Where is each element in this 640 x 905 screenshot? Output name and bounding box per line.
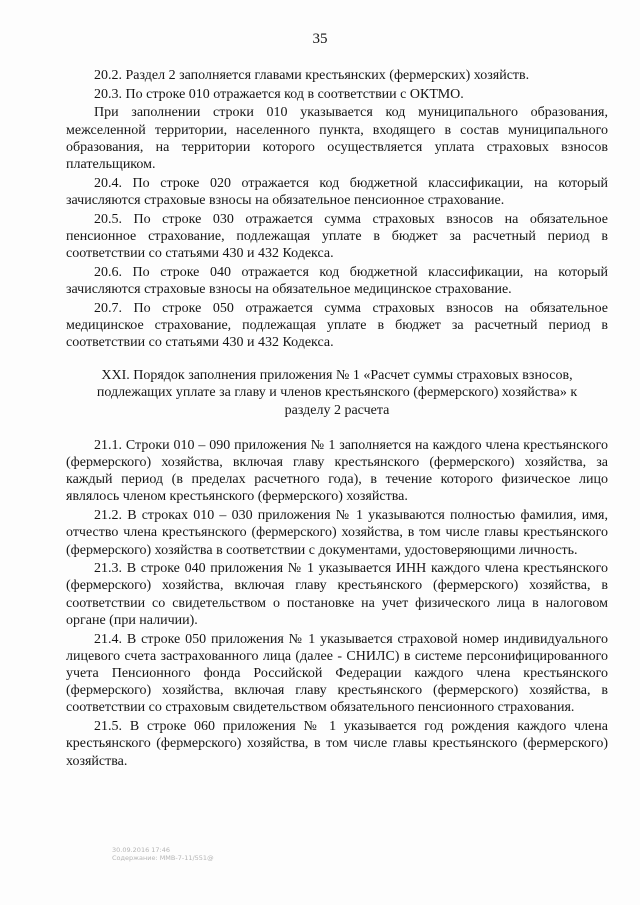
paragraph-20-7: 20.7. По строке 050 отражается сумма страховых взносов на обязательное медицинское страхование, подлежащая уплате в бюджет за расчетный период в соответствии со статьями 430 и 432 Кодекса.	[66, 300, 608, 351]
paragraph-20-5: 20.5. По строке 030 отражается сумма страховых взносов на обязательное пенсионное страхование, подлежащая уплате в бюджет за расчетный период в соответствии со статьями 430 и 432 Кодекса.	[66, 211, 608, 262]
document-body	[66, 67, 608, 771]
paragraph-21-2: 21.2. В строках 010 – 030 приложения № 1 указываются полностью фамилия, имя, отчество члена крестьянского (фермерского) хозяйства, в том числе главы крестьянского (фермерского) хозяйства в соответствии с документами, удостоверяющими личность.	[66, 508, 608, 558]
paragraph-20-4: 20.4. По строке 020 отражается код бюджетной классификации, на который зачисляются страховые взносы на обязательное пенсионное страхование.	[66, 175, 608, 208]
paragraph-21-5: 21.5. В строке 060 приложения № 1 указывается год рождения каждого члена крестьянского (фермерского) хозяйства, в том числе главы крестьянского (фермерского) хозяйства.	[66, 719, 608, 769]
paragraph-20-3-detail: При заполнении строки 010 указывается код муниципального образования, межселенной территории, населенного пункта, входящего в состав муниципального образования, на территории которого осуществляется уплата страховых взносов плательщиком.	[66, 105, 608, 173]
page-number: 35	[312, 31, 328, 47]
stamp-reference: Содержание: ММВ-7-11/551@	[112, 854, 214, 862]
paragraph-20-2: 20.2. Раздел 2 заполняется главами крестьянских (фермерских) хозяйств.	[94, 68, 530, 83]
section-title-line: разделу 2 расчета	[284, 402, 390, 418]
stamp-date: 30.09.2016 17:46	[112, 846, 171, 854]
paragraph-21-1: 21.1. Строки 010 – 090 приложения № 1 заполняется на каждого члена крестьянского (фермерского) хозяйства, включая главу крестьянского (фермерского) хозяйства, за каждый период (в пределах расчетного года), в течение которого физическое лицо являлось членом крестьянского (фермерского) хозяйства.	[66, 437, 608, 505]
paragraph-21-4: 21.4. В строке 050 приложения № 1 указывается страховой номер индивидуального лицевого счета застрахованного лица (далее - СНИЛС) в системе персонифицированного учета Пенсионного фонда Российской Федерации каждого члена крестьянского (фермерского) хозяйства, включая главу крестьянского (фермерского) хозяйства, в соответствии со страховым свидетельством обязательного пенсионного страхования.	[66, 631, 608, 716]
paragraph-20-6: 20.6. По строке 040 отражается код бюджетной классификации, на который зачисляются страховые взносы на обязательное медицинское страхование.	[66, 264, 608, 297]
section-title	[66, 367, 608, 419]
paragraph-21-3: 21.3. В строке 040 приложения № 1 указывается ИНН каждого члена крестьянского (фермерского) хозяйства, включая главу крестьянского (фермерского) хозяйства, в соответствии со свидетельством о постановке на учет физического лица в налоговом органе (при наличии).	[66, 561, 608, 628]
paragraph-20-3: 20.3. По строке 010 отражается код в соответствии с ОКТМО.	[94, 86, 464, 102]
section-title-line: XXI. Порядок заполнения приложения № 1 «Расчет суммы страховых взносов,	[101, 368, 573, 384]
electronic-stamp	[112, 846, 214, 862]
section-title-line: подлежащих уплате за главу и членов крестьянского (фермерского) хозяйства» к	[96, 385, 578, 401]
